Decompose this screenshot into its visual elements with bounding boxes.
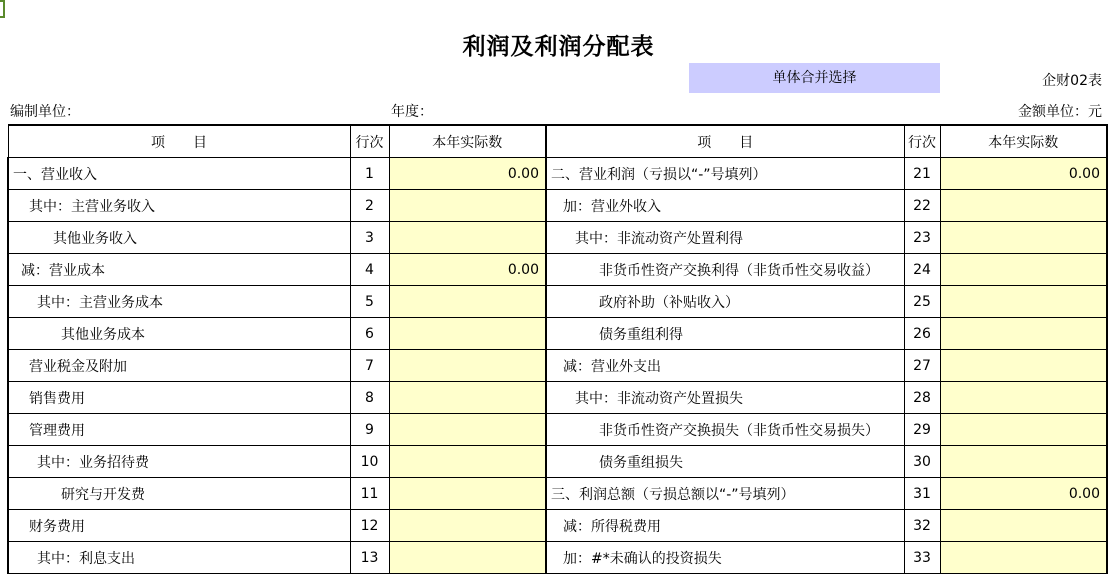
left-item-label: 其中：主营业务成本 [8,286,350,318]
left-item-label: 减：营业成本 [8,254,350,286]
left-item-label: 其他业务收入 [8,222,350,254]
table-row [8,510,1107,542]
right-actual-value-cell[interactable] [940,414,1107,446]
left-actual-value-cell[interactable]: 0.00 [389,158,546,190]
left-row-number: 3 [350,222,389,254]
income-statement-table [7,124,1108,574]
left-actual-value-cell[interactable] [389,510,546,542]
table-row [8,190,1107,222]
table-row [8,254,1107,286]
right-row-number: 21 [904,158,940,190]
left-item-label: 其中：利息支出 [8,542,350,574]
right-item-label: 其中：非流动资产处置利得 [546,222,904,254]
right-actual-value-cell[interactable] [940,286,1107,318]
right-actual-value-cell[interactable] [940,222,1107,254]
right-item-label: 非货币性资产交换损失（非货币性交易损失） [546,414,904,446]
right-row-number: 24 [904,254,940,286]
header-actual-right: 本年实际数 [940,125,1107,158]
left-row-number: 11 [350,478,389,510]
table-row [8,542,1107,574]
form-code-label: 企财02表 [1042,73,1102,89]
left-actual-value-cell[interactable] [389,318,546,350]
left-item-label: 管理费用 [8,414,350,446]
left-actual-value-cell[interactable]: 0.00 [389,254,546,286]
left-row-number: 1 [350,158,389,190]
left-actual-value-cell[interactable] [389,414,546,446]
left-row-number: 7 [350,350,389,382]
right-item-label: 减：所得税费用 [546,510,904,542]
table-row [8,222,1107,254]
right-item-label: 政府补助（补贴收入） [546,286,904,318]
right-item-label: 债务重组利得 [546,318,904,350]
table-row [8,446,1107,478]
header-item-right: 项 目 [546,125,904,158]
left-item-label: 其中：主营业务收入 [8,190,350,222]
left-item-label: 销售费用 [8,382,350,414]
left-actual-value-cell[interactable] [389,478,546,510]
left-row-number: 9 [350,414,389,446]
left-row-number: 8 [350,382,389,414]
table-body [8,158,1107,574]
table-row [8,286,1107,318]
right-row-number: 27 [904,350,940,382]
right-item-label: 非货币性资产交换利得（非货币性交易收益） [546,254,904,286]
right-item-label: 其中：非流动资产处置损失 [546,382,904,414]
table-row [8,478,1107,510]
right-item-label: 加：营业外收入 [546,190,904,222]
left-row-number: 4 [350,254,389,286]
left-item-label: 财务费用 [8,510,350,542]
right-row-number: 23 [904,222,940,254]
right-row-number: 22 [904,190,940,222]
right-row-number: 31 [904,478,940,510]
table-row [8,350,1107,382]
right-actual-value-cell[interactable] [940,318,1107,350]
left-actual-value-cell[interactable] [389,382,546,414]
right-actual-value-cell[interactable]: 0.00 [940,158,1107,190]
reporting-unit-label: 编制单位： [10,104,80,120]
left-item-label: 其中：业务招待费 [8,446,350,478]
header-row-no-right: 行次 [904,125,940,158]
right-actual-value-cell[interactable] [940,190,1107,222]
table-row [8,382,1107,414]
header-actual-left: 本年实际数 [389,125,546,158]
right-row-number: 32 [904,510,940,542]
left-row-number: 5 [350,286,389,318]
left-item-label: 研究与开发费 [8,478,350,510]
table-row [8,318,1107,350]
right-actual-value-cell[interactable] [940,542,1107,574]
table-row [8,414,1107,446]
table-row [8,158,1107,190]
right-row-number: 33 [904,542,940,574]
left-actual-value-cell[interactable] [389,446,546,478]
right-actual-value-cell[interactable]: 0.00 [940,478,1107,510]
right-row-number: 30 [904,446,940,478]
left-actual-value-cell[interactable] [389,542,546,574]
left-row-number: 12 [350,510,389,542]
left-actual-value-cell[interactable] [389,286,546,318]
left-actual-value-cell[interactable] [389,350,546,382]
left-item-label: 其他业务成本 [8,318,350,350]
year-label: 年度： [391,104,433,120]
right-item-label: 二、营业利润（亏损以“-”号填列） [546,158,904,190]
left-row-number: 2 [350,190,389,222]
right-item-label: 加：#*未确认的投资损失 [546,542,904,574]
left-row-number: 6 [350,318,389,350]
sheet-corner-marker [0,0,5,18]
header-row-no-left: 行次 [350,125,389,158]
right-actual-value-cell[interactable] [940,382,1107,414]
right-actual-value-cell[interactable] [940,510,1107,542]
right-row-number: 25 [904,286,940,318]
left-row-number: 10 [350,446,389,478]
table-header-row [8,125,1107,158]
left-item-label: 一、营业收入 [8,158,350,190]
right-actual-value-cell[interactable] [940,350,1107,382]
header-item-left: 项 目 [8,125,350,158]
right-row-number: 29 [904,414,940,446]
right-row-number: 28 [904,382,940,414]
right-item-label: 债务重组损失 [546,446,904,478]
left-item-label: 营业税金及附加 [8,350,350,382]
right-item-label: 减：营业外支出 [546,350,904,382]
merge-select-button[interactable]: 单体合并选择 [689,63,940,93]
right-row-number: 26 [904,318,940,350]
page-title: 利润及利润分配表 [462,34,655,60]
right-actual-value-cell[interactable] [940,446,1107,478]
right-item-label: 三、利润总额（亏损总额以“-”号填列） [546,478,904,510]
left-row-number: 13 [350,542,389,574]
right-actual-value-cell[interactable] [940,254,1107,286]
left-actual-value-cell[interactable] [389,222,546,254]
amount-unit-label: 金额单位：元 [1018,104,1102,120]
left-actual-value-cell[interactable] [389,190,546,222]
